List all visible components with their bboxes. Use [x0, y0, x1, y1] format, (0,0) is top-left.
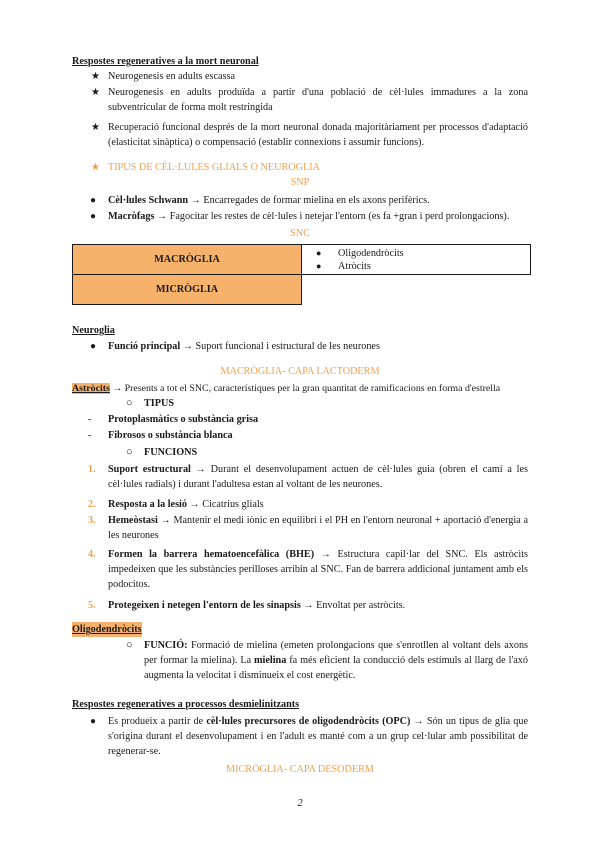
- empty-cell: [302, 275, 531, 305]
- macroglia-cell: MACRÒGLIA: [73, 245, 302, 275]
- list-item: [108, 209, 509, 224]
- snc-label: SNC: [290, 228, 310, 239]
- desc: → Suport funcional i estructural de les neurones: [182, 341, 380, 352]
- microglia-cell: MICRÒGLIA: [73, 275, 302, 305]
- list-item: [108, 547, 528, 592]
- term: Protegeixen i netegen l'entorn de les sinapsis: [108, 600, 301, 611]
- list-number: 5.: [88, 600, 96, 611]
- term: Suport estructural: [108, 464, 191, 475]
- list-item: Recuperació funcional després de la mort neuronal donada majoritàriament per processos d'adaptació (elasticitat sinàptica) o compensació (establir connexions i assumir funcions).: [108, 122, 528, 148]
- circle-bullet-icon: ○: [126, 397, 133, 409]
- list-item: [108, 462, 528, 492]
- term: Astròcits: [72, 383, 110, 394]
- list-item: Fibrosos o substància blanca: [108, 430, 233, 441]
- circle-bullet-icon: ○: [126, 639, 133, 651]
- page-number: 2: [297, 798, 303, 809]
- term: mielina: [254, 655, 287, 666]
- list-item: Atròcits: [338, 261, 371, 272]
- list-number: 1.: [88, 464, 96, 475]
- bullet-dot-icon: ●: [90, 341, 97, 352]
- star-icon: ★: [91, 87, 100, 98]
- tipus-label: TIPUS: [144, 398, 175, 409]
- macroglia-list-cell: [302, 245, 531, 275]
- list-item: [108, 598, 405, 613]
- bullet-dot-icon: ●: [316, 261, 322, 271]
- snp-label: SNP: [290, 177, 310, 188]
- bullet-dot-icon: ●: [90, 195, 97, 206]
- desc: → Fagocitar les restes de cèl·lules i netejar l'entorn (es fa +gran i perd prolongacions).: [156, 211, 510, 222]
- desc: → Mantenir el medi iònic en equilibri i el PH en l'entorn neuronal + aportació d'energia a les neurones: [108, 515, 529, 541]
- glia-title: TIPUS DE CÈL·LULES GLIALS O NEUROGLIA: [108, 162, 320, 173]
- desc: fa més eficient la conducció dels estímuls al llarg de l'axó augmenta la velocitat i disminueix el cost energètic.: [144, 655, 528, 681]
- heading-regeneratives-mort: Respostes regeneratives a la mort neuronal: [72, 56, 259, 67]
- list-item: [108, 339, 380, 354]
- list-number: 4.: [88, 549, 96, 560]
- heading-neuroglia: Neuroglia: [72, 325, 115, 336]
- bullet-dot-icon: ●: [90, 716, 97, 727]
- list-item: [108, 193, 430, 208]
- funcions-label: FUNCIONS: [144, 447, 198, 458]
- macroglia-title: MACRÒGLIA- CAPA LACTODERM: [220, 366, 380, 377]
- oligodendrocits-funcio: [144, 638, 528, 683]
- list-item: Neurogenesis en adults produïda a partir d'una població de cèl·lules immadures a la zona subventricular de forma molt restringida: [108, 87, 528, 113]
- term: FUNCIÓ:: [144, 640, 188, 651]
- microglia-title: MICRÒGLIA- CAPA DESODERM: [226, 764, 374, 775]
- desc: Es produeix a partir de: [108, 716, 204, 727]
- desc: → Són un tipus de glia que s'origina durant el desenvolupament i en l'adult es manté com a un grup cel·lular amb possibilitat de regenerar-se.: [108, 716, 529, 757]
- bullet-dot-icon: ●: [316, 248, 322, 258]
- list-item: Oligodendròcits: [338, 248, 404, 259]
- desc: Formació de mielina (emeten prolongacions que s'enrotllen al voltant dels axons per formar la mielina). La: [144, 640, 528, 666]
- glia-table: [72, 244, 531, 305]
- list-item: [108, 497, 264, 512]
- heading-desmielinitzants: Respostes regeneratives a processos desmielinitzants: [72, 699, 300, 710]
- dash-icon: -: [88, 430, 92, 441]
- term: Formen la barrera hematoencefàlica (BHE): [108, 549, 315, 560]
- desc: → Presents a tot el SNC, característiques per la gran quantitat de ramificacions en forma d'estrella: [112, 383, 501, 394]
- list-item: [108, 714, 528, 759]
- desc: → Envoltat per astròcits.: [303, 600, 406, 611]
- star-icon: ★: [91, 71, 100, 82]
- circle-bullet-icon: ○: [126, 446, 133, 458]
- astrocits-line: [72, 381, 500, 396]
- list-number: 3.: [88, 515, 96, 526]
- star-icon: ★: [91, 162, 100, 173]
- desc: → Durant el desenvolupament actuen de cèl·lules guia (obren el camí a les cèl·lules radials) i durant l'adultesa estan al voltant de les neurones.: [108, 464, 528, 490]
- star-icon: ★: [91, 122, 100, 133]
- term: Cèl·lules Schwann: [108, 195, 189, 206]
- dash-icon: -: [88, 414, 92, 425]
- term: Resposta a la lesió: [108, 499, 187, 510]
- list-item: Neurogenesis en adults escassa: [108, 71, 236, 82]
- list-item: Protoplasmàtics o substància grisa: [108, 414, 259, 425]
- term: cèl·lules precursores de oligodendròcits (OPC): [206, 716, 411, 727]
- list-number: 2.: [88, 499, 96, 510]
- bullet-dot-icon: ●: [90, 211, 97, 222]
- list-item: [108, 513, 528, 543]
- term: Hemeòstasi: [108, 515, 158, 526]
- term: Macròfags: [108, 211, 155, 222]
- desc: → Estructura capil·lar del SNC. Els astròcits impedeixen que les substàncies perilloses arribin al SNC. Fan de barrera addicional juntament amb els podocitos.: [108, 549, 529, 590]
- oligodendrocits-heading: Oligodendròcits: [72, 624, 142, 635]
- desc: → Cicatrius glials: [189, 499, 264, 510]
- term: Funció principal: [108, 341, 181, 352]
- desc: → Encarregades de formar mielina en els axons perifèrics.: [190, 195, 430, 206]
